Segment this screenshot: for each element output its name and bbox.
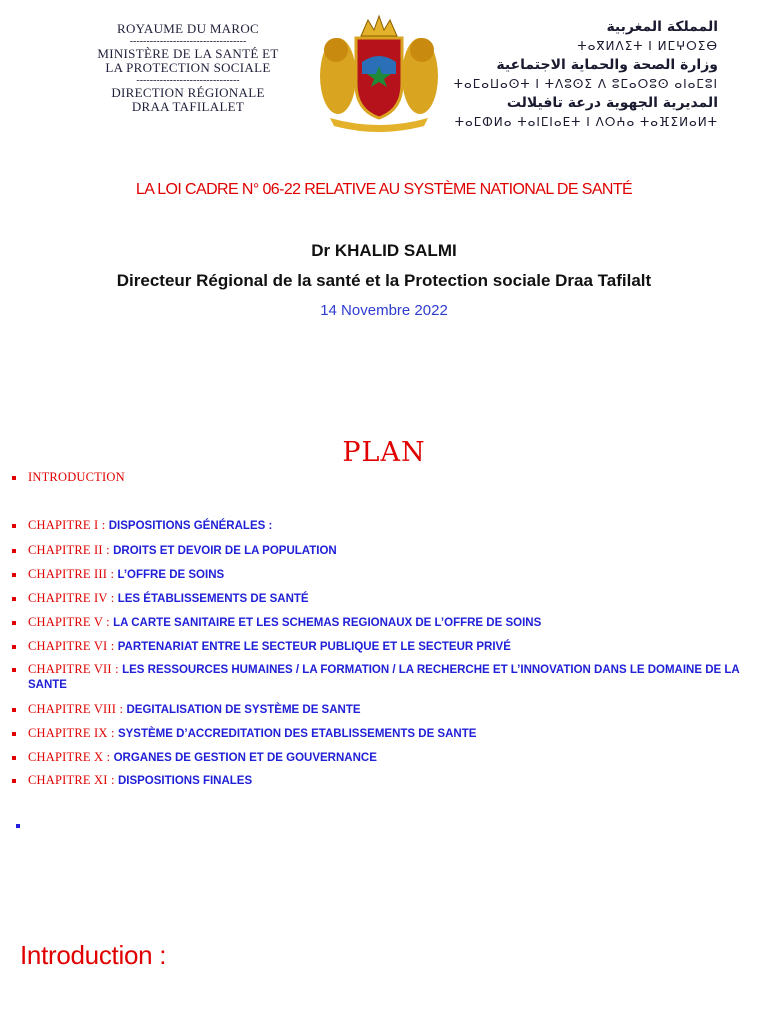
- chapter-label: CHAPITRE II: [28, 543, 103, 557]
- bullet-icon: [12, 732, 16, 736]
- fr-separator: -------------------------------: [136, 75, 240, 86]
- tif-line-kingdom: ⵜⴰⴳⵍⴷⵉⵜ ⵏ ⵍⵎⵖⵔⵉⴱ: [577, 39, 718, 53]
- bullet-icon: [12, 597, 16, 601]
- fr-line-ministry: MINISTÈRE DE LA SANTÉ ET: [97, 45, 279, 61]
- chapter-title: DEGITALISATION DE SYSTÈME DE SANTE: [126, 704, 361, 716]
- tif-line-direction: ⵜⴰⵎⵀⵍⴰ ⵜⴰⵏⵎⵏⴰⴹⵜ ⵏ ⴷⵔⵄⴰ ⵜⴰⴼⵉⵍⴰⵍⵜ: [454, 115, 718, 129]
- chapter-label: CHAPITRE VII: [28, 662, 112, 676]
- chapter-title: DROITS ET DEVOIR DE LA POPULATION: [113, 545, 337, 557]
- section-heading: Introduction :: [20, 940, 167, 970]
- chapter-title: PARTENARIAT ENTRE LE SECTEUR PUBLIQUE ET LE SECTEUR PRIVÉ: [117, 641, 511, 653]
- plan-heading: PLAN: [342, 437, 426, 468]
- chapter-label: CHAPITRE XI: [28, 773, 108, 787]
- letterhead-arabic: [440, 18, 718, 132]
- bullet-icon: [12, 524, 16, 528]
- chapter-label: CHAPITRE I: [28, 518, 99, 532]
- author-name: Dr KHALID SALMI: [311, 241, 457, 260]
- bullet-icon: [12, 645, 16, 649]
- author-block: [0, 236, 768, 296]
- chapter-title: LES ÉTABLISSEMENTS DE SANTÉ: [117, 593, 309, 605]
- fr-line-direction: DIRECTION RÉGIONALE: [111, 84, 265, 100]
- bullet-icon: [12, 708, 16, 712]
- tif-line-ministry: ⵜⴰⵎⴰⵡⴰⵙⵜ ⵏ ⵜⴷⵓⵙⵉ ⴷ ⵓⵎⴰⵔⵓⵙ ⴰⵏⴰⵎⵓⵏ: [453, 77, 718, 91]
- chapter-title: LES RESSOURCES HUMAINES / LA FORMATION / LA RECHERCHE ET L’INNOVATION DANS LE DOMAINE DE LA SANTE: [28, 664, 740, 691]
- chapter-label: CHAPITRE IV: [28, 591, 108, 605]
- ar-line-kingdom: المملكة المغربية: [606, 19, 718, 35]
- bullet-icon: [16, 824, 20, 828]
- author-role: Directeur Régional de la santé et la Protection sociale Draa Tafilalt: [116, 271, 652, 290]
- chapter-label: CHAPITRE IX: [28, 726, 108, 740]
- chapter-title: DISPOSITIONS GÉNÉRALES :: [108, 520, 273, 532]
- fr-line-ministry-2: LA PROTECTION SOCIALE: [105, 60, 271, 75]
- bullet-icon: [12, 756, 16, 760]
- bullet-icon: [12, 549, 16, 553]
- presentation-date: 14 Novembre 2022: [320, 302, 448, 319]
- fr-separator: -----------------------------------: [129, 36, 247, 47]
- chapter-label: CHAPITRE X: [28, 750, 104, 764]
- letterhead-french: [68, 22, 308, 115]
- chapter-title: LA CARTE SANITAIRE ET LES SCHEMAS REGIONAUX DE L’OFFRE DE SOINS: [113, 617, 542, 629]
- bullet-icon: [12, 779, 16, 783]
- ar-line-ministry: وزارة الصحة والحماية الاجتماعية: [496, 57, 718, 73]
- chapter-title: ORGANES DE GESTION ET DE GOUVERNANCE: [113, 752, 377, 764]
- chapter-title: SYSTÈME D’ACCREDITATION DES ETABLISSEMENTS DE SANTE: [117, 728, 477, 740]
- chapter-title: DISPOSITIONS FINALES: [117, 775, 253, 787]
- ar-line-direction: المديرية الجهوية درعة تافيلالت: [506, 95, 718, 111]
- chapter-label: CHAPITRE VI: [28, 639, 108, 653]
- chapter-label: INTRODUCTION: [28, 470, 125, 484]
- chapter-label: CHAPITRE VIII: [28, 702, 117, 716]
- document-title: LA LOI CADRE N° 06-22 RELATIVE AU SYSTÈME NATIONAL DE SANTÉ: [135, 181, 633, 198]
- bullet-icon: [12, 476, 16, 480]
- coat-of-arms-icon: [316, 14, 442, 132]
- fr-line-region: DRAA TAFILALET: [131, 99, 245, 114]
- fr-line-kingdom: ROYAUME DU MAROC: [116, 21, 260, 36]
- bullet-icon: [12, 573, 16, 577]
- letterhead: [0, 0, 768, 140]
- bullet-icon: [12, 668, 16, 672]
- chapter-label: CHAPITRE III: [28, 567, 108, 581]
- chapter-title: L’OFFRE DE SOINS: [117, 569, 225, 581]
- bullet-icon: [12, 621, 16, 625]
- chapter-label: CHAPITRE V: [28, 615, 103, 629]
